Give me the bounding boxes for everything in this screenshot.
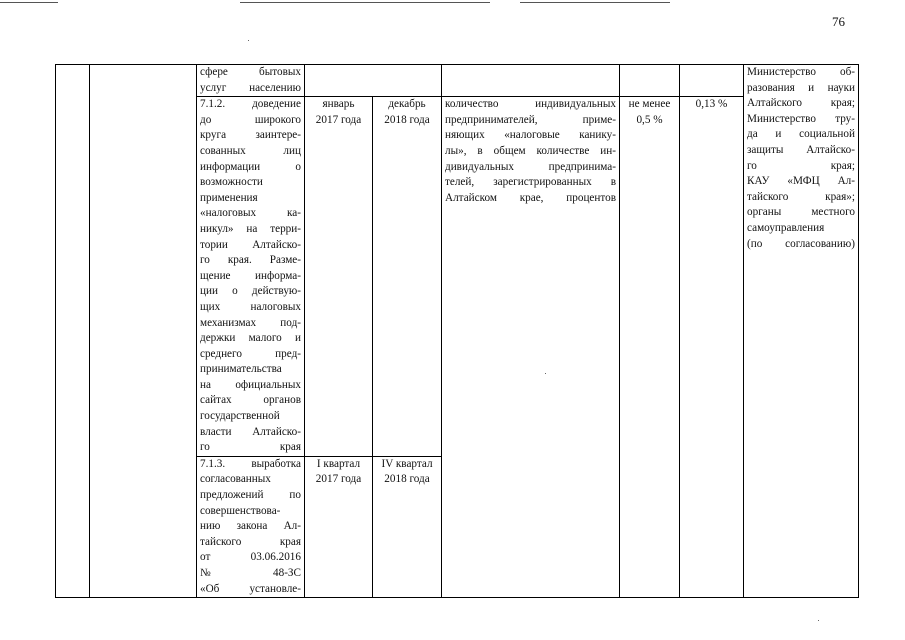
measure-line: от 03.06.2016 xyxy=(200,551,301,564)
measure-line: согласованных xyxy=(200,473,271,486)
responsible-line: разования и науки xyxy=(747,81,855,94)
measure-line: го края. Разме- xyxy=(200,254,301,267)
responsible-line: Министерство тру- xyxy=(747,112,855,125)
indicator-line: няющих «налоговые канику- xyxy=(445,129,616,142)
measure-line: среднего пред- xyxy=(200,347,301,360)
indicator-line: телей, зарегистрированных в xyxy=(445,176,616,189)
measure-line: информации о xyxy=(200,160,301,173)
baseline-value: 0,13 % xyxy=(695,98,728,111)
measures-table xyxy=(55,64,859,598)
measure-line: предложений по xyxy=(200,489,301,502)
responsible-line: самоуправления xyxy=(747,221,825,234)
measure-line: совершенствова- xyxy=(200,504,281,517)
scan-speck xyxy=(818,620,819,621)
responsible-line: го края; xyxy=(747,159,855,172)
measure-line: принимательства xyxy=(200,363,282,376)
measure-line: сованных лиц xyxy=(200,144,301,157)
measure-line: никул» на терри- xyxy=(200,222,301,235)
cell-measure xyxy=(197,97,305,457)
measure-line: тории Алтайско- xyxy=(200,238,301,251)
cell-dates xyxy=(305,65,442,97)
cell-target xyxy=(620,97,680,598)
measure-line: на официальных xyxy=(200,378,301,391)
measure-line: нию закона Ал- xyxy=(200,520,301,533)
measure-line: государственной xyxy=(200,410,280,423)
responsible-line: Министерство об- xyxy=(747,66,855,78)
measure-line: тайского края xyxy=(200,535,301,548)
cell-task xyxy=(90,65,197,598)
responsible-line: тайского края»; xyxy=(747,190,855,203)
cell-end-date xyxy=(373,456,442,597)
cell-indicator xyxy=(442,97,620,598)
cell-baseline xyxy=(680,97,744,598)
end-quarter: IV квартал xyxy=(381,457,433,470)
measure-line: го края xyxy=(200,441,301,454)
start-year: 2017 года xyxy=(315,473,362,486)
measure-line: щих налоговых xyxy=(200,300,301,313)
measure-line: механизмах под- xyxy=(200,316,301,329)
indicator-line: лы», в общем количестве ин- xyxy=(445,144,616,157)
cell-start-date xyxy=(305,97,373,457)
table-row xyxy=(56,65,859,97)
end-year: 2018 года xyxy=(384,473,430,486)
measure-line: «налоговых ка- xyxy=(200,207,301,220)
top-rule-left xyxy=(0,2,58,3)
responsible-line: КАУ «МФЦ Ал- xyxy=(747,175,855,188)
cell-responsible xyxy=(744,65,859,598)
cell-indicator xyxy=(442,65,620,97)
measure-line: № 48-ЗС xyxy=(200,567,301,579)
page-number: 76 xyxy=(832,14,845,29)
indicator-line: дивидуальных предпринима- xyxy=(445,160,616,173)
indicator-line: предпринимателей, приме- xyxy=(445,113,616,126)
measure-line: ции о действую- xyxy=(200,285,301,298)
cell-baseline xyxy=(680,65,744,97)
start-year: 2017 года xyxy=(315,113,362,126)
end-year: 2018 года xyxy=(384,113,430,126)
top-rule-mid xyxy=(240,2,490,3)
measure-line: до широкого xyxy=(200,113,301,126)
cell-measure xyxy=(197,456,305,597)
measure-line: возможности xyxy=(200,176,263,189)
target-line: не менее xyxy=(628,98,671,111)
measure-line: 7.1.3. выработка xyxy=(200,457,301,470)
end-month: декабрь xyxy=(388,98,426,111)
measure-line: держки малого и xyxy=(200,332,301,345)
top-rule-right xyxy=(520,2,670,3)
scan-speck xyxy=(248,40,249,41)
start-quarter: I квартал xyxy=(316,457,361,470)
measure-line: применения xyxy=(200,191,258,204)
responsible-line: защиты Алтайско- xyxy=(747,143,855,156)
measure-line: «Об установле- xyxy=(200,582,301,595)
indicator-line: количество индивидуальных xyxy=(445,98,616,111)
cell-target xyxy=(620,65,680,97)
responsible-line: да и социальной xyxy=(747,128,855,141)
cell-end-date xyxy=(373,97,442,457)
target-line: 0,5 % xyxy=(636,113,663,126)
measure-line: 7.1.2. доведение xyxy=(200,98,301,111)
cell-start-date xyxy=(305,456,373,597)
cell-measure xyxy=(197,65,305,97)
measure-line: власти Алтайско- xyxy=(200,425,301,438)
measure-line: сфере бытовых xyxy=(200,66,301,78)
cell-number xyxy=(56,65,90,598)
measure-line: круга заинтере- xyxy=(200,129,301,142)
measure-line: сайтах органов xyxy=(200,394,301,407)
start-month: январь xyxy=(322,98,355,111)
indicator-line: Алтайском крае, процентов xyxy=(445,191,616,204)
measure-line: щение информа- xyxy=(200,269,301,282)
responsible-line: органы местного xyxy=(747,206,855,219)
responsible-line: (по согласованию) xyxy=(747,237,855,250)
responsible-line: Алтайского края; xyxy=(747,97,855,110)
measure-line: услуг населению xyxy=(200,81,301,94)
